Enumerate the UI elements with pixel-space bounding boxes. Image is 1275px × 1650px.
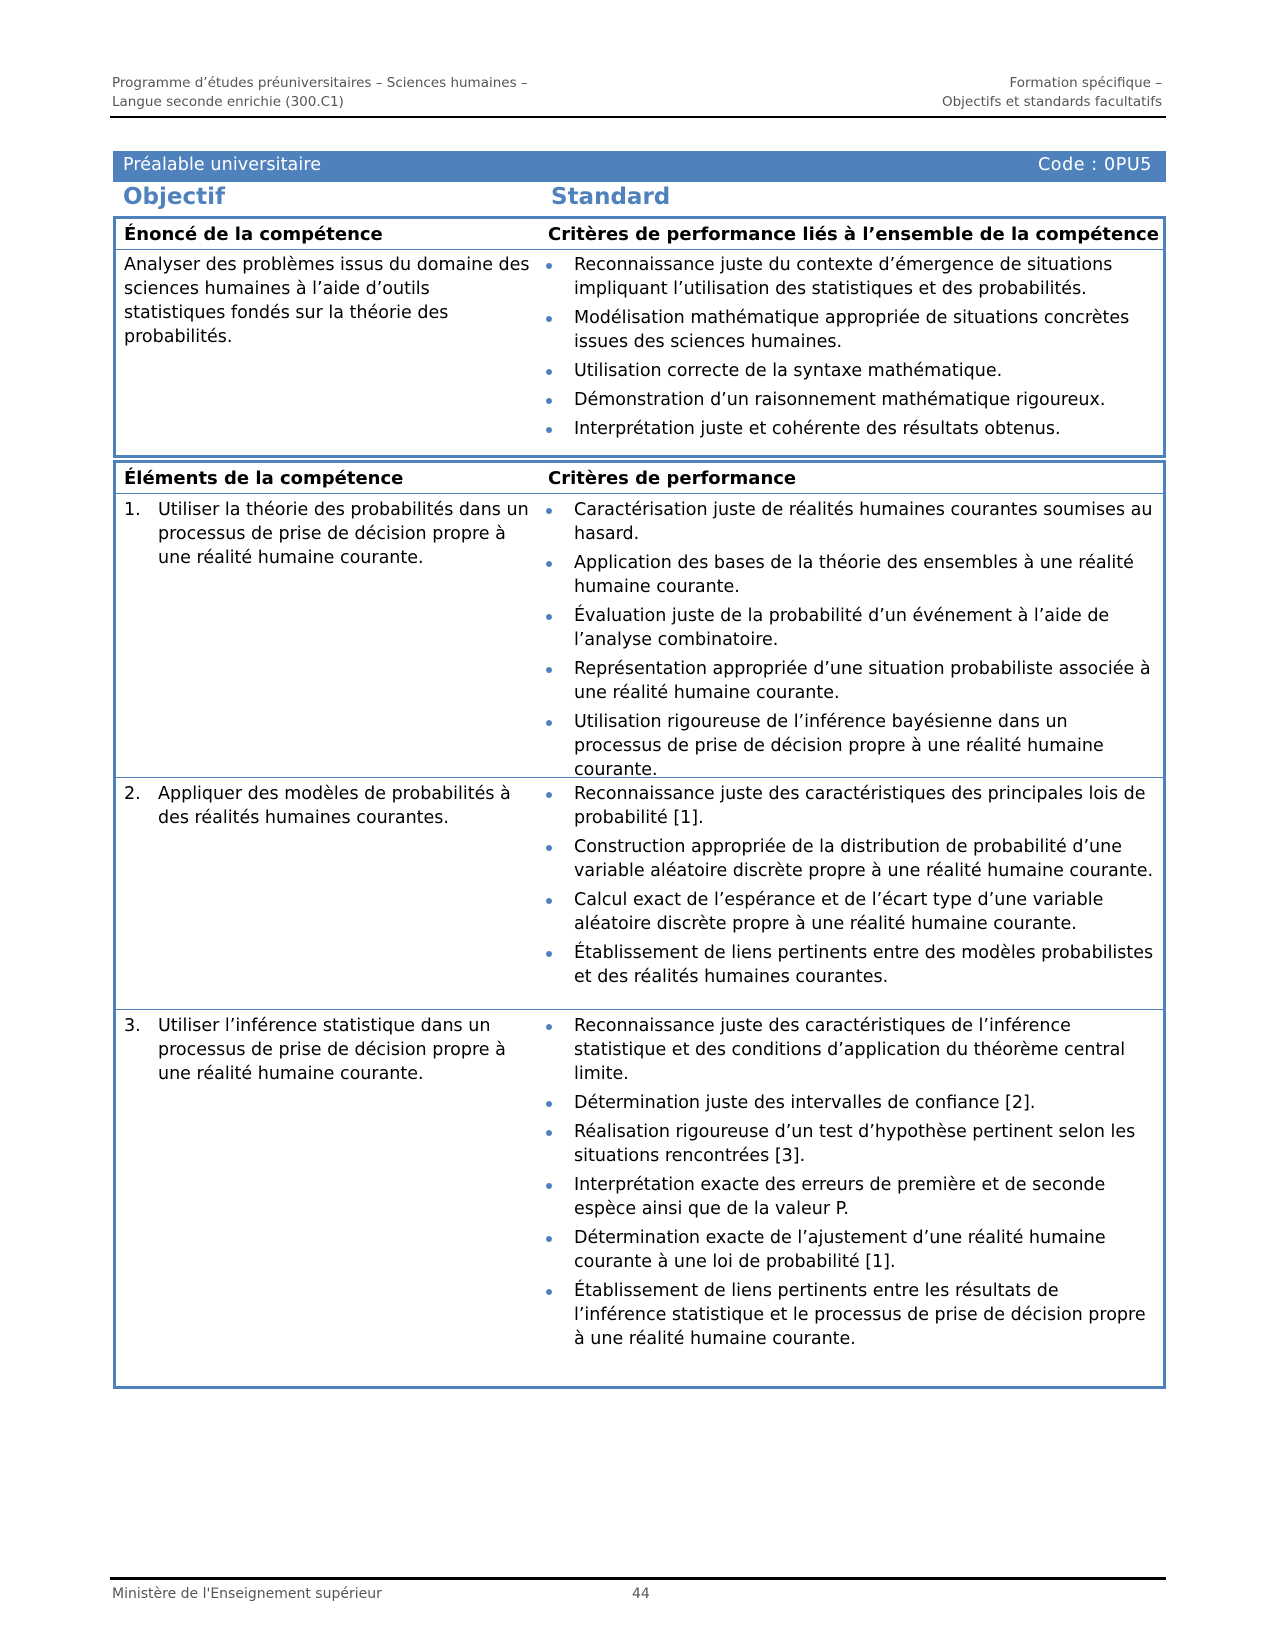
bullet-icon xyxy=(546,316,552,322)
bullet-icon xyxy=(546,427,552,433)
elements-table xyxy=(113,460,1166,1389)
competence-statement-heading: Énoncé de la compétence xyxy=(124,224,383,245)
criteria-item: Reconnaissance juste des caractéristiques de l’inférence statistique et des conditions d’application du théorème central limite. xyxy=(536,1014,1156,1086)
criteria-item: Calcul exact de l’espérance et de l’écart type d’une variable aléatoire discrète propre à une réalité humaine courante. xyxy=(536,888,1156,936)
criteria-item: Reconnaissance juste des caractéristiques des principales lois de probabilité [1]. xyxy=(536,782,1156,830)
publisher: Ministère de l'Enseignement supérieur xyxy=(112,1586,382,1602)
bullet-icon xyxy=(546,1130,552,1136)
criteria-item: Représentation appropriée d’une situation probabiliste associée à une réalité humaine courante. xyxy=(536,657,1156,705)
element-text: Utiliser la théorie des probabilités dans un processus de prise de décision propre à une réalité humaine courante. xyxy=(158,500,529,568)
criteria-item: Interprétation juste et cohérente des résultats obtenus. xyxy=(536,417,1156,441)
bullet-icon xyxy=(546,898,552,904)
bullet-icon xyxy=(546,398,552,404)
element-criteria-list xyxy=(536,498,1156,787)
elements-header-row xyxy=(116,463,1163,494)
element-text: Utiliser l’inférence statistique dans un processus de prise de décision propre à une réalité humaine courante. xyxy=(158,1016,506,1084)
bullet-icon xyxy=(546,561,552,567)
competence-criteria-list xyxy=(536,253,1156,446)
bullet-icon xyxy=(546,1101,552,1107)
criteria-item: Démonstration d’un raisonnement mathématique rigoureux. xyxy=(536,388,1156,412)
bullet-icon xyxy=(546,263,552,269)
bullet-icon xyxy=(546,667,552,673)
section-title-line1: Formation spécifique – xyxy=(1009,75,1162,91)
performance-criteria-heading: Critères de performance xyxy=(548,468,797,489)
element-number: 2. xyxy=(124,784,141,804)
page-footer xyxy=(110,1577,1166,1602)
criteria-item: Détermination exacte de l’ajustement d’une réalité humaine courante à une loi de probabilité [1]. xyxy=(536,1226,1156,1274)
bullet-icon xyxy=(546,720,552,726)
criteria-item: Détermination juste des intervalles de confiance [2]. xyxy=(536,1091,1156,1115)
competence-table xyxy=(113,216,1166,458)
element-row-2 xyxy=(116,777,1163,1010)
element-row-1 xyxy=(116,494,1163,780)
bullet-icon xyxy=(546,614,552,620)
bullet-icon xyxy=(546,508,552,514)
criteria-item: Réalisation rigoureuse d’un test d’hypothèse pertinent selon les situations rencontrées [3]. xyxy=(536,1120,1156,1168)
element-number: 3. xyxy=(124,1016,141,1036)
criteria-item: Interprétation exacte des erreurs de première et de seconde espèce ainsi que de la valeur P. xyxy=(536,1173,1156,1221)
bullet-icon xyxy=(546,845,552,851)
section-title-line2: Objectifs et standards facultatifs xyxy=(941,94,1162,110)
competence-criteria-heading: Critères de performance liés à l’ensemble de la compétence xyxy=(548,224,1159,245)
program-title-line2: Langue seconde enrichie (300.C1) xyxy=(112,94,344,110)
element-criteria-list xyxy=(536,782,1156,994)
bullet-icon xyxy=(546,1236,552,1242)
criteria-item: Construction appropriée de la distribution de probabilité d’une variable aléatoire discrète propre à une réalité humaine courante. xyxy=(536,835,1156,883)
criteria-item: Modélisation mathématique appropriée de situations concrètes issues des sciences humaines. xyxy=(536,306,1156,354)
course-code: Code : 0PU5 xyxy=(1037,155,1152,175)
column-headings xyxy=(113,184,1166,216)
course-title: Préalable universitaire xyxy=(123,155,322,175)
element-row-3 xyxy=(116,1009,1163,1384)
bullet-icon xyxy=(546,1024,552,1030)
objectif-heading: Objectif xyxy=(123,184,226,210)
element-criteria-list xyxy=(536,1014,1156,1356)
criteria-item: Application des bases de la théorie des ensembles à une réalité humaine courante. xyxy=(536,551,1156,599)
criteria-item: Établissement de liens pertinents entre des modèles probabilistes et des réalités humaines courantes. xyxy=(536,941,1156,989)
competence-header-row xyxy=(116,219,1163,250)
program-title-line1: Programme d’études préuniversitaires – Sciences humaines – xyxy=(112,75,528,91)
program-title xyxy=(112,74,528,112)
bullet-icon xyxy=(546,951,552,957)
section-title xyxy=(942,74,1162,112)
course-title-bar xyxy=(113,151,1166,182)
standard-heading: Standard xyxy=(551,184,671,210)
criteria-item: Évaluation juste de la probabilité d’un événement à l’aide de l’analyse combinatoire. xyxy=(536,604,1156,652)
criteria-item: Utilisation rigoureuse de l’inférence bayésienne dans un processus de prise de décision propre à une réalité humaine courante. xyxy=(536,710,1156,782)
competence-statement: Analyser des problèmes issus du domaine des sciences humaines à l’aide d’outils statistiques fondés sur la théorie des probabilités. xyxy=(124,255,530,347)
criteria-item: Reconnaissance juste du contexte d’émergence de situations impliquant l’utilisation des statistiques et des probabilités. xyxy=(536,253,1156,301)
bullet-icon xyxy=(546,1183,552,1189)
criteria-item: Caractérisation juste de réalités humaines courantes soumises au hasard. xyxy=(536,498,1156,546)
page-header xyxy=(110,74,1166,118)
criteria-item: Établissement de liens pertinents entre les résultats de l’inférence statistique et le processus de prise de décision propre à une réalité humaine courante. xyxy=(536,1279,1156,1351)
page-number: 44 xyxy=(632,1586,650,1602)
bullet-icon xyxy=(546,792,552,798)
criteria-item: Utilisation correcte de la syntaxe mathématique. xyxy=(536,359,1156,383)
element-text: Appliquer des modèles de probabilités à des réalités humaines courantes. xyxy=(158,784,511,828)
element-number: 1. xyxy=(124,500,141,520)
elements-heading: Éléments de la compétence xyxy=(124,468,404,489)
bullet-icon xyxy=(546,1289,552,1295)
bullet-icon xyxy=(546,369,552,375)
